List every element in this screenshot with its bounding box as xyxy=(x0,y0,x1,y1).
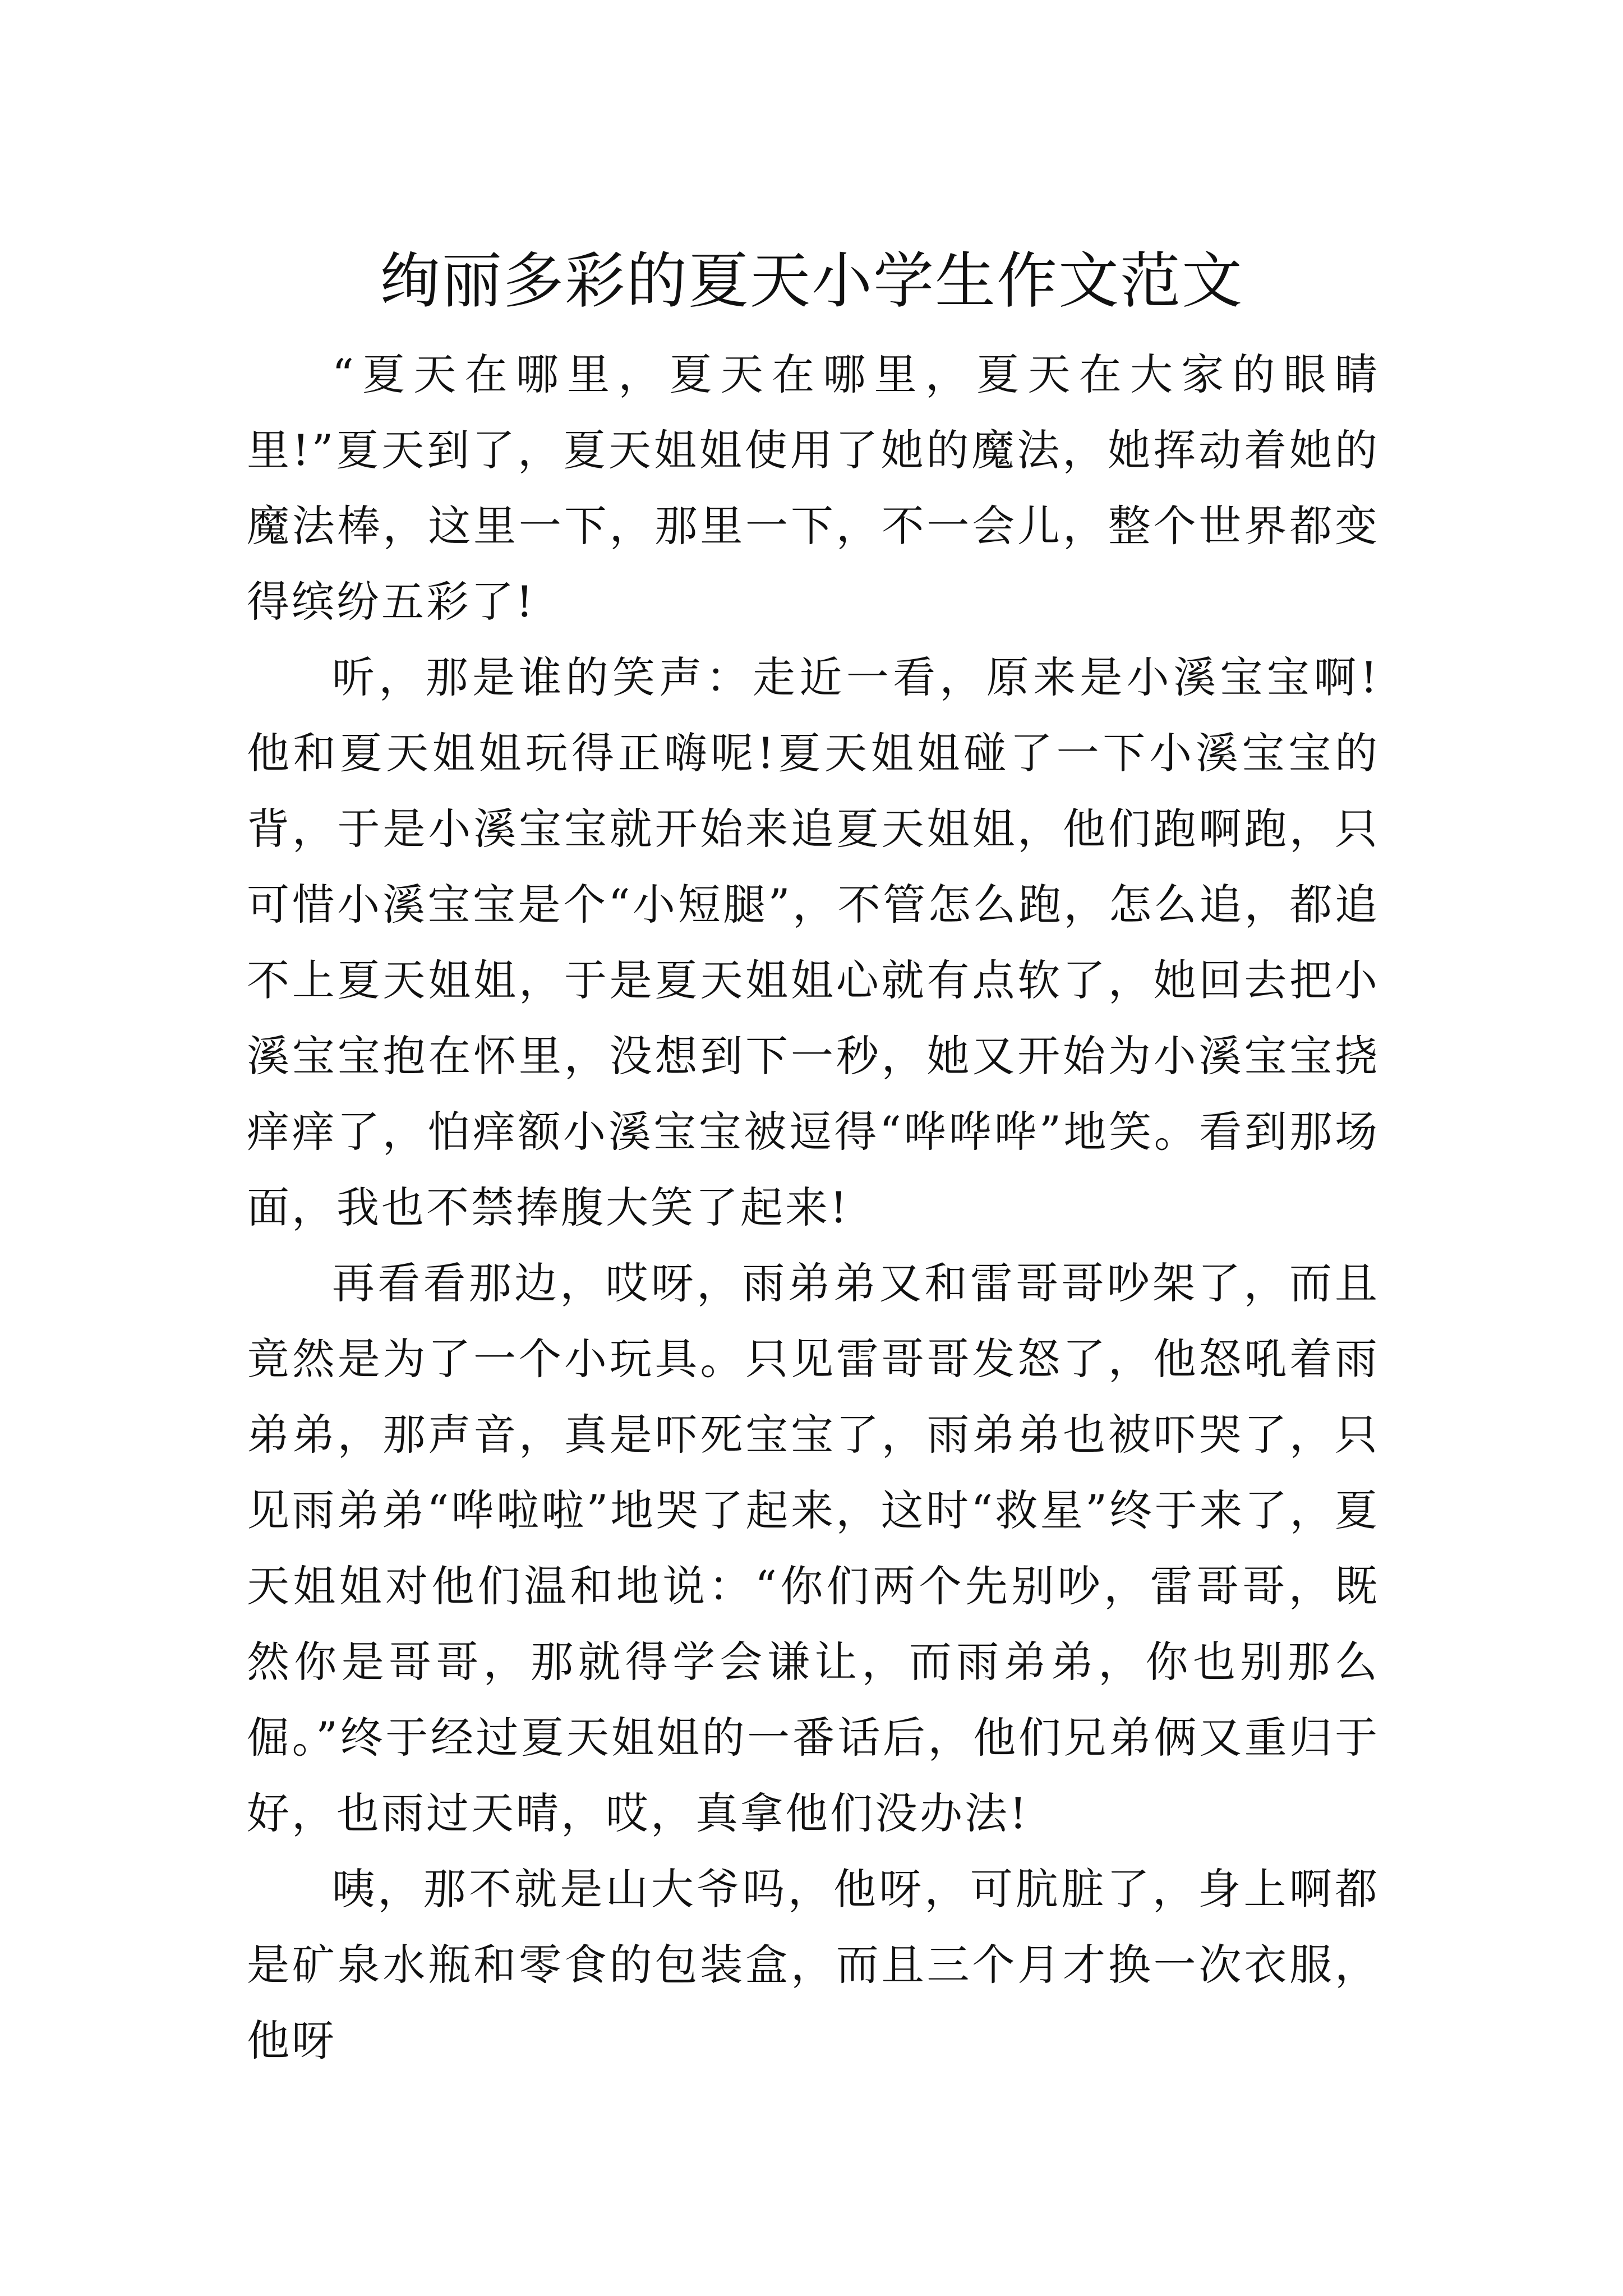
paragraph-1: “夏天在哪里，夏天在哪里，夏天在大家的眼睛里!”夏天到了，夏天姐姐使用了她的魔法，她挥动着她的魔法棒，这里一下，那里一下，不一会儿，整个世界都变得缤纷五彩了! xyxy=(247,349,1380,627)
document-title: 绚丽多彩的夏天小学生作文范文 xyxy=(379,246,1243,317)
paragraph-4: 咦，那不就是山大爷吗，他呀，可肮脏了，身上啊都是矿泉水瓶和零食的包装盒，而且三个月才换一次衣服，他呀 xyxy=(247,1864,1380,2065)
document-body xyxy=(247,337,1380,2078)
paragraph-3: 再看看那边，哎呀，雨弟弟又和雷哥哥吵架了，而且竟然是为了一个小玩具。只见雷哥哥发怒了，他怒吼着雨弟弟，那声音，真是吓死宝宝了，雨弟弟也被吓哭了，只见雨弟弟“哗啦啦”地哭了起来，这时“救星”终于来了，夏天姐姐对他们温和地说：“你们两个先别吵，雷哥哥，既然你是哥哥，那就得学会谦让，而雨弟弟，你也别那么倔。”终于经过夏天姐姐的一番话后，他们兄弟俩又重归于好，也雨过天晴，哎，真拿他们没办法! xyxy=(247,1258,1380,1838)
paragraph-2: 听，那是谁的笑声：走近一看，原来是小溪宝宝啊!他和夏天姐姐玩得正嗨呢!夏天姐姐碰了一下小溪宝宝的背，于是小溪宝宝就开始来追夏天姐姐，他们跑啊跑，只可惜小溪宝宝是个“小短腿”，不管怎么跑，怎么追，都追不上夏天姐姐，于是夏天姐姐心就有点软了，她回去把小溪宝宝抱在怀里，没想到下一秒，她又开始为小溪宝宝挠痒痒了，怕痒额小溪宝宝被逗得“哗哗哗”地笑。看到那场面，我也不禁捧腹大笑了起来! xyxy=(247,652,1380,1232)
